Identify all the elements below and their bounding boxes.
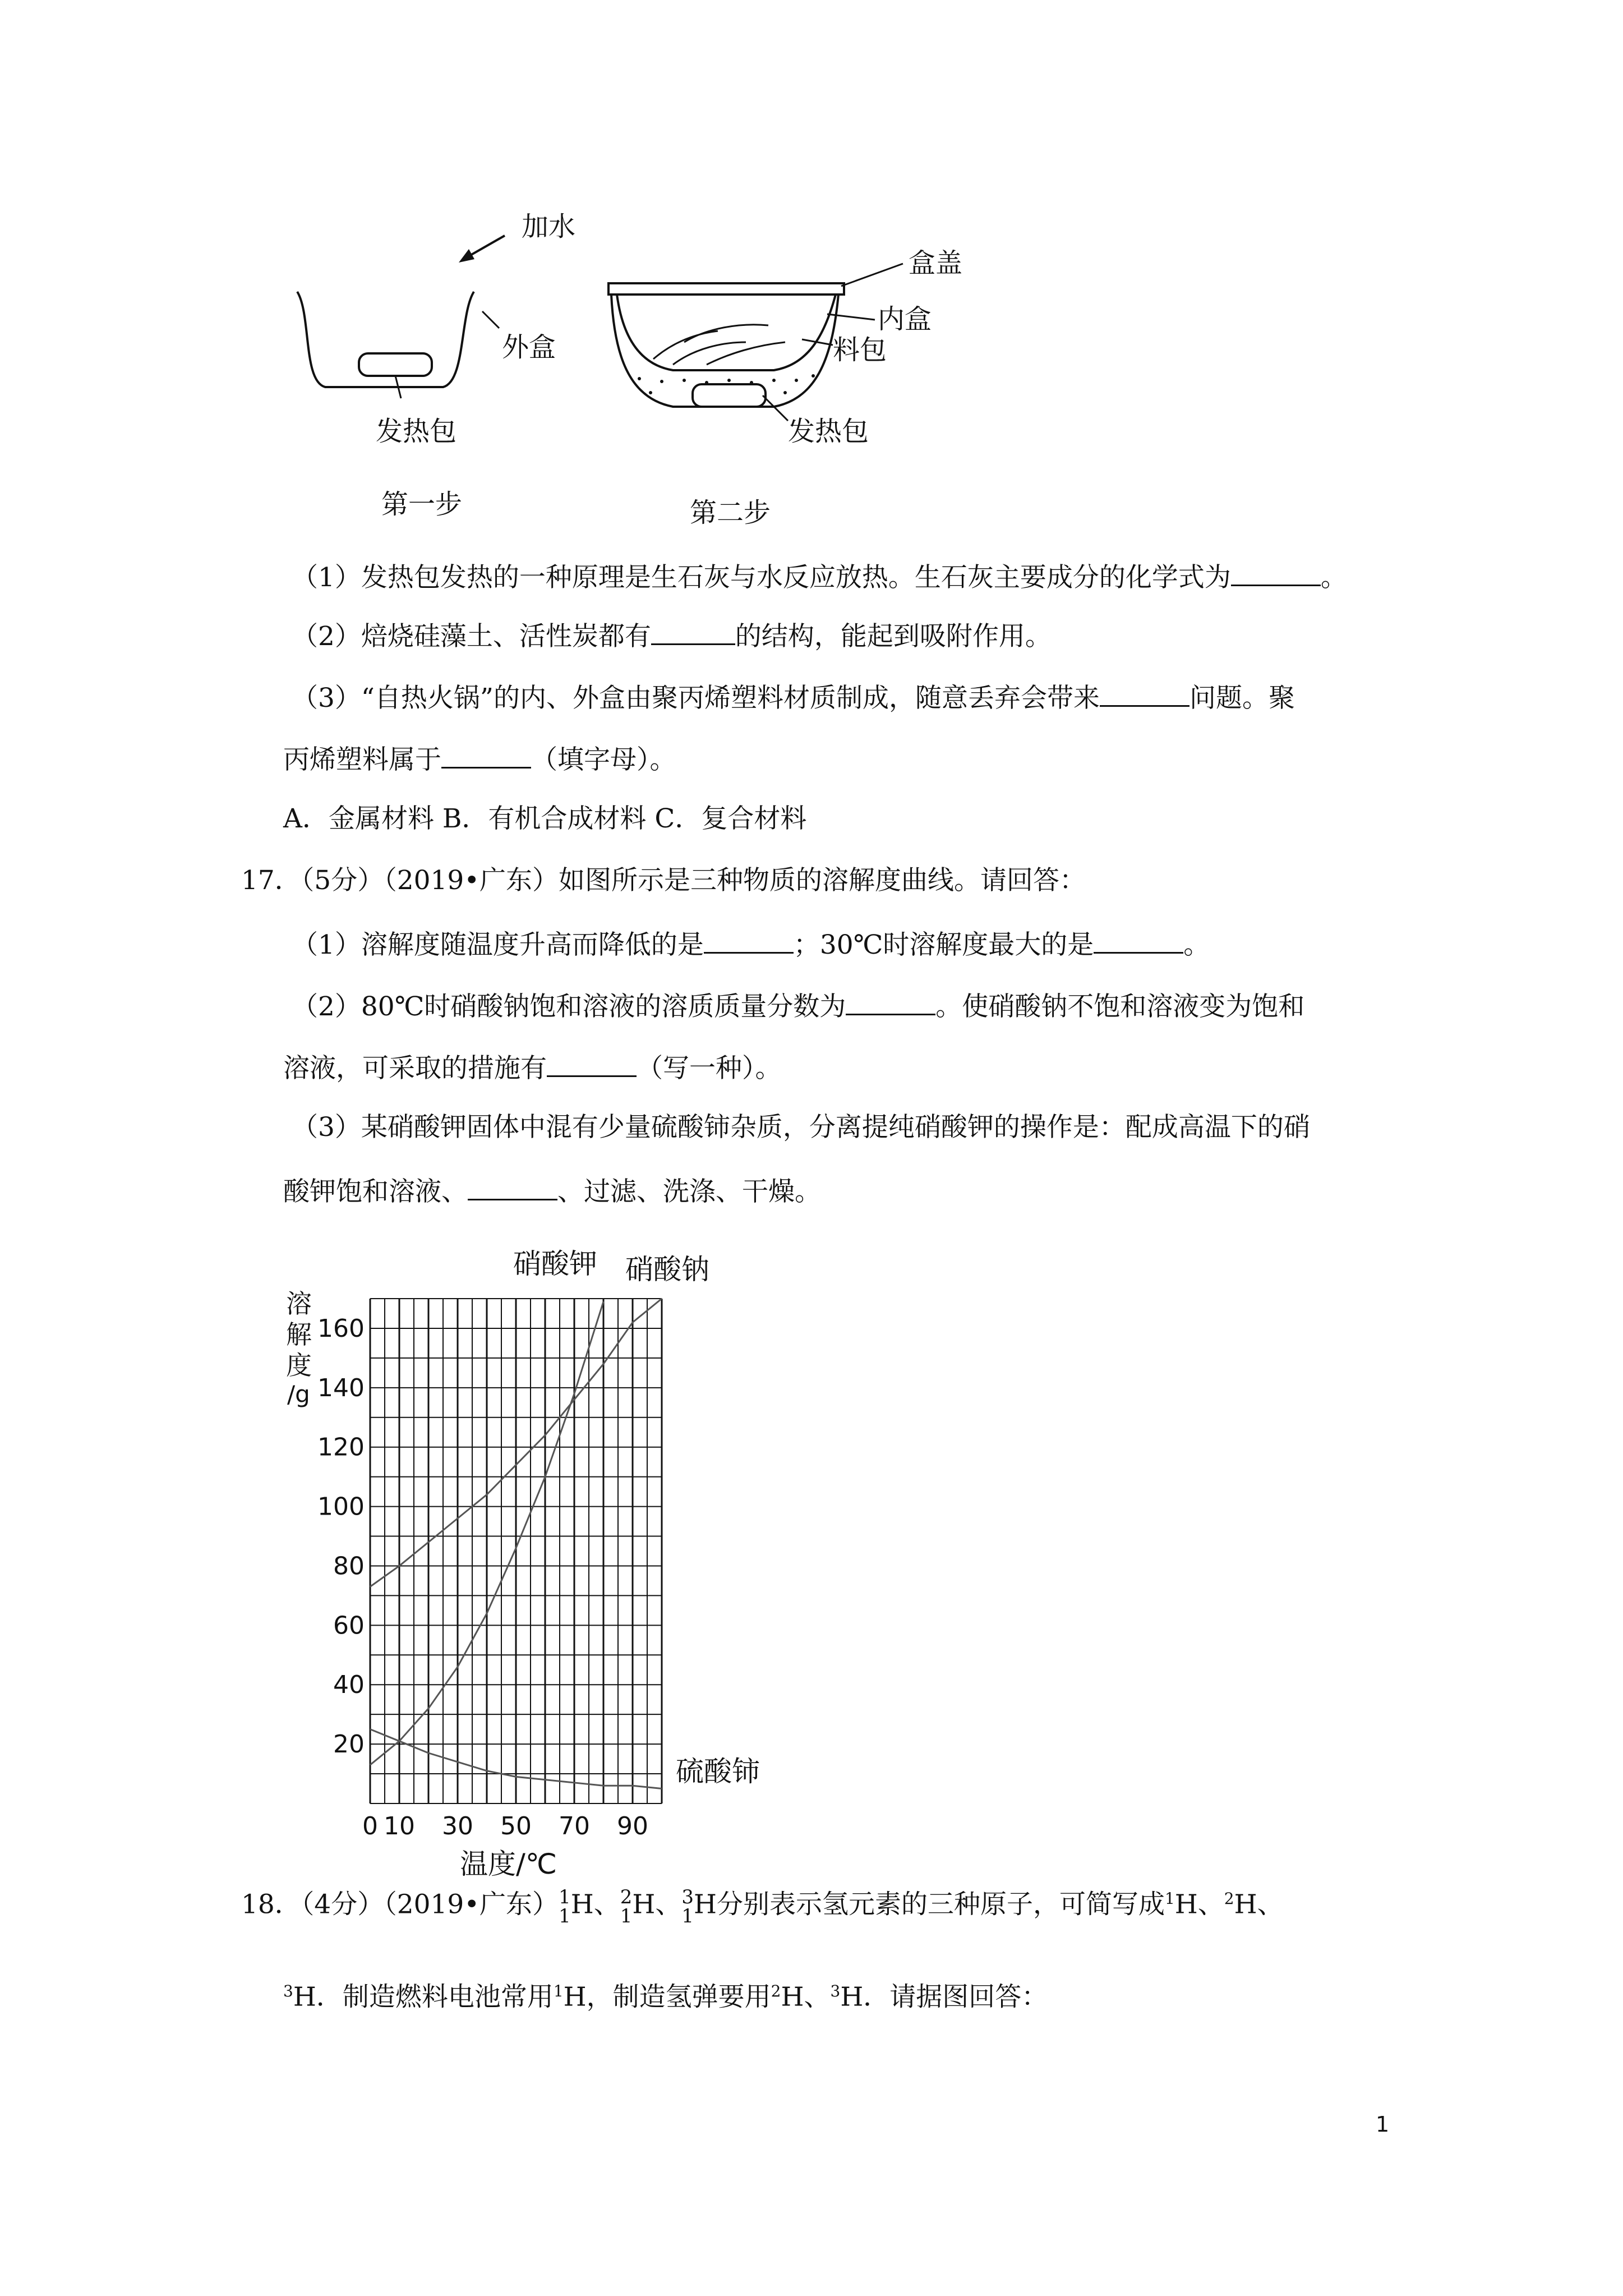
x-tick-label: 0 [362,1812,378,1841]
answer-blank[interactable] [1100,679,1189,707]
q16-part1: （1）发热包发热的一种原理是生石灰与水反应放热。生石灰主要成分的化学式为 。 [292,558,1347,595]
ylabel-char: 解 [286,1319,312,1350]
label-lid: 盒盖 [909,247,963,279]
arrow-icon [459,249,474,263]
outer-box-step1 [297,292,474,387]
chart-grid [370,1299,662,1803]
q17-part2: （2）80℃时硝酸钠饱和溶液的溶质质量分数为 。使硝酸钠不饱和溶液变为饱和 [292,987,1304,1024]
label-heat-pack-1: 发热包 [376,416,457,447]
answer-blank[interactable] [846,987,935,1015]
caption-step2: 第二步 [690,497,771,528]
q16-part2: （2）焙烧硅藻土、活性炭都有 的结构，能起到吸附作用。 [292,617,1052,654]
ylabel-char: /g [287,1381,310,1408]
q17-part2-cont: 溶液，可采取的措施有 （写一种）。 [283,1049,782,1085]
q17-part1: （1）溶解度随温度升高而降低的是 ；30℃时溶解度最大的是 。 [292,926,1210,962]
heat-pack-step2 [693,384,766,407]
q17-title: 17．（5分）（2019•广东）如图所示是三种物质的溶解度曲线。请回答： [241,865,1086,896]
q18-line2: $^3$H．制造燃料电池常用$^1$H，制造氢弹要用$^2$H、$^3$H．请据图回答： [283,1981,1048,2013]
x-tick-label: 50 [500,1812,532,1841]
y-tick-label: 120 [317,1433,365,1462]
y-tick-label: 60 [333,1611,365,1640]
isotope-notation: 2 1 [620,1885,633,1927]
q16-part3: （3）“自热火锅”的内、外盒由聚丙烯塑料材质制成，随意丢弃会带来 问题。聚 [292,679,1295,715]
outer-box-step2 [611,295,838,407]
y-tick-label: 80 [333,1552,365,1581]
x-tick-label: 30 [442,1812,473,1841]
isotope-notation: 1 1 [559,1885,571,1927]
box-lid [608,283,844,295]
answer-blank[interactable] [441,740,531,769]
answer-blank[interactable] [1094,926,1183,954]
q18-title: 18．（4分）（2019•广东）1 1H、2 1H、3 1H分别表示氢元素的三种原子，可简写成$^1$H、$^2$H、 [241,1885,1284,1927]
label-ingredients: 料包 [833,334,887,366]
solubility-chart [275,1245,791,1890]
answer-blank[interactable] [651,617,735,645]
y-tick-label: 20 [333,1730,365,1759]
x-tick-label: 90 [617,1812,648,1841]
q16-options: A．金属材料 B．有机合成材料 C．复合材料 [283,803,807,834]
y-tick-label: 160 [317,1314,365,1343]
y-axis-label [286,1289,312,1408]
series-label-ce2so4: 硫酸铈 [676,1755,760,1788]
y-tick-label: 140 [317,1373,365,1402]
answer-blank[interactable] [1231,558,1321,586]
x-tick-label: 70 [559,1812,590,1841]
x-axis-label: 温度/℃ [460,1848,557,1880]
series-label-kno3: 硝酸钾 [513,1248,597,1280]
q17-part3-cont: 酸钾饱和溶液、 、过滤、洗涤、干燥。 [283,1172,821,1209]
y-tick-label: 100 [317,1492,365,1521]
y-tick-label: 40 [333,1671,365,1700]
hot-pot-figure [280,202,1009,539]
answer-blank[interactable] [547,1049,637,1077]
page-number: 1 [1376,2112,1390,2137]
ylabel-char: 溶 [286,1289,312,1319]
label-outer-box: 外盒 [502,332,556,363]
q17-part3: （3）某硝酸钾固体中混有少量硫酸铈杂质，分离提纯硝酸钾的操作是：配成高温下的硝 [292,1112,1310,1143]
inner-box [617,295,836,370]
heat-pack-step1 [359,353,432,376]
series-label-nano3: 硝酸钠 [625,1253,709,1286]
label-inner-box: 内盒 [878,303,932,335]
label-add-water: 加水 [522,211,576,242]
x-tick-label: 10 [384,1812,415,1841]
ylabel-char: 度 [286,1350,312,1381]
answer-blank[interactable] [704,926,794,954]
label-heat-pack-2: 发热包 [788,416,869,447]
isotope-notation: 3 1 [681,1885,694,1927]
q16-part3-cont: 丙烯塑料属于 （填字母）。 [283,740,676,777]
chart-ticks [317,1314,648,1841]
answer-blank[interactable] [468,1172,557,1200]
caption-step1: 第一步 [381,489,463,520]
